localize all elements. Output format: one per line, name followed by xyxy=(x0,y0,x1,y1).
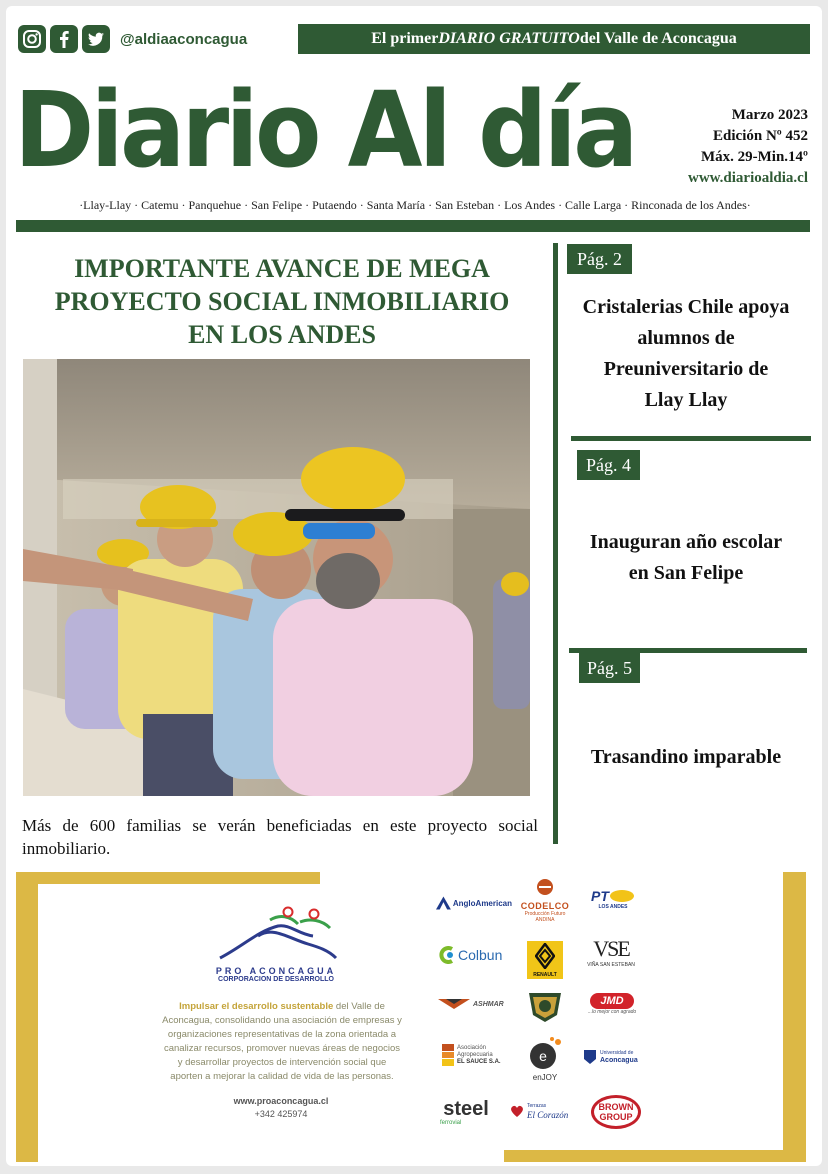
masthead-title: Diario Al día xyxy=(14,69,635,191)
el-sauce-mark-icon xyxy=(442,1044,454,1066)
side-title-line: en San Felipe xyxy=(628,562,744,584)
el-sauce-text xyxy=(457,1045,501,1066)
svg-text:e: e xyxy=(539,1048,547,1064)
website-link[interactable]: www.diarioaldia.cl xyxy=(687,170,808,186)
shield-emblem-logo xyxy=(527,989,563,1023)
side-story-inauguran[interactable] xyxy=(562,527,810,589)
renault-logo xyxy=(527,941,563,979)
towns-strip: ·Llay-Llay · Catemu · Panquehue · San Felipe · Putaendo · Santa María · San Esteban · Los Andes · Calle Larga · Rinconada de los Andes· xyxy=(79,198,751,212)
angloamerican-text: AngloAmerican xyxy=(452,898,512,908)
headline-line: PROYECTO SOCIAL INMOBILIARIO xyxy=(54,287,510,316)
steel-logo xyxy=(434,1098,498,1126)
social-links xyxy=(18,25,247,53)
codelco-logo xyxy=(518,878,572,923)
corazon-line: Terrazas xyxy=(527,1103,547,1109)
enjoy-text: enJOY xyxy=(532,1073,558,1082)
ashmar-logo xyxy=(438,999,514,1009)
tagline-banner xyxy=(298,24,810,54)
side-title-line: Inauguran año escolar xyxy=(589,531,783,553)
corazon-text xyxy=(527,1102,568,1120)
enjoy-mark-icon xyxy=(525,1036,565,1070)
twitter-icon[interactable] xyxy=(82,25,110,53)
enjoy-logo xyxy=(522,1036,568,1082)
el-sauce-line: Asociación xyxy=(457,1044,487,1051)
tagline-post: del Valle de Aconcagua xyxy=(579,30,737,47)
edition-number: Edición Nº 452 xyxy=(713,128,808,144)
university-line: Universidad de xyxy=(600,1050,634,1056)
el-sauce-line: EL SAUCE S.A. xyxy=(457,1058,501,1065)
proaconcagua-logo xyxy=(218,906,338,964)
terrazas-el-corazon-logo xyxy=(509,1102,585,1120)
side-title-line: alumnos de xyxy=(637,327,735,349)
brown-line: BROWN xyxy=(598,1102,634,1112)
colbun-logo xyxy=(438,946,508,964)
column-divider xyxy=(553,243,558,844)
brown-line: GROUP xyxy=(599,1112,633,1122)
header-divider xyxy=(16,220,810,232)
colbun-text: Colbun xyxy=(458,947,503,963)
universidad-aconcagua-logo xyxy=(583,1049,645,1065)
vina-san-esteban-logo xyxy=(576,936,646,968)
instagram-icon[interactable] xyxy=(18,25,46,53)
side-title-line: Preuniversitario de xyxy=(603,358,769,380)
edition-date: Marzo 2023 xyxy=(731,107,808,123)
ad-text-line: organizaciones representativas de la zona orientada a xyxy=(167,1029,397,1040)
heart-icon xyxy=(509,1103,525,1119)
side-title-line: Cristalerias Chile apoya xyxy=(582,296,790,318)
side-story-cristalerias[interactable] xyxy=(562,292,810,416)
jmd-subtext: ...lo mejor con agrado xyxy=(587,1009,637,1015)
social-handle[interactable]: @aldiaaconcagua xyxy=(120,30,248,48)
angloamerican-mark-icon xyxy=(436,896,451,910)
colbun-mark-icon xyxy=(438,946,456,964)
ad-text-line: y desarrollar proyectos de intervención social que xyxy=(177,1057,387,1068)
ad-frame xyxy=(16,872,806,1162)
photo-caption: Más de 600 familias se verán beneficiadas en este proyecto social inmobiliario. xyxy=(22,816,538,858)
codelco-mark-icon xyxy=(534,878,556,896)
ad-text-bold: Impulsar el desarrollo sustentable xyxy=(179,1001,334,1012)
ashmar-mark-icon xyxy=(438,999,470,1009)
side-title-line: Trasandino imparable xyxy=(590,746,782,768)
renault-diamond-icon xyxy=(535,943,555,969)
pt-swoosh-icon xyxy=(609,889,635,903)
headline-line: EN LOS ANDES xyxy=(188,320,376,349)
ad-text-line: del Valle de xyxy=(333,1001,385,1012)
newspaper-page xyxy=(6,6,822,1166)
construction-visit-photo xyxy=(23,359,530,796)
weather: Máx. 29-Min.14º xyxy=(700,149,808,165)
edition-info xyxy=(688,105,808,189)
steel-text: steel xyxy=(443,1098,489,1120)
university-line: Aconcagua xyxy=(600,1057,638,1064)
ad-text-line: aporten a mejorar la calidad de vida de las personas. xyxy=(170,1071,394,1082)
facebook-icon[interactable] xyxy=(50,25,78,53)
org-subtitle: CORPORACION DE DESARROLLO xyxy=(218,976,334,983)
side-title-line: Llay Llay xyxy=(644,389,728,411)
pt-subtext: LOS ANDES xyxy=(598,904,628,910)
main-photo xyxy=(23,359,530,796)
el-sauce-logo xyxy=(442,1044,514,1066)
codelco-subtext: Producción Futuro ANDINA xyxy=(524,911,566,923)
ad-text-line: canalizar recursos, promover nuevas áreas de negocios xyxy=(163,1043,401,1054)
pt-text: PT xyxy=(591,888,609,904)
page-tag-4[interactable]: Pág. 4 xyxy=(577,450,640,480)
ad-text-line: Aconcagua, consolidando una asociación de empresas y xyxy=(162,1015,402,1026)
jmd-text: JMD xyxy=(590,993,633,1009)
brown-group-logo xyxy=(591,1095,641,1129)
ad-website[interactable]: www.proaconcagua.cl xyxy=(233,1096,329,1106)
tagline-pre: El primer xyxy=(371,30,439,47)
university-text xyxy=(600,1049,638,1065)
vse-subtext: VIÑA SAN ESTEBAN xyxy=(587,962,635,968)
angloamerican-logo xyxy=(436,896,512,910)
el-sauce-line: Agropecuaria xyxy=(457,1051,493,1058)
jmd-logo xyxy=(584,991,640,1015)
pt-losandes-logo xyxy=(582,888,644,910)
renault-text: RENAULT xyxy=(533,972,557,978)
side-story-trasandino[interactable] xyxy=(562,742,810,773)
tagline-emphasis: DIARIO GRATUITO xyxy=(438,30,580,47)
ashmar-text: ASHMAR xyxy=(473,1000,504,1008)
vse-text: VSE xyxy=(593,936,629,961)
corazon-line: El Corazón xyxy=(527,1110,569,1120)
main-headline[interactable] xyxy=(22,252,542,351)
ad-phone: +342 425974 xyxy=(254,1109,308,1119)
headline-line: IMPORTANTE AVANCE DE MEGA xyxy=(74,254,490,283)
codelco-text: CODELCO xyxy=(520,901,570,911)
ad-description xyxy=(156,1000,408,1084)
page-tag-5[interactable]: Pág. 5 xyxy=(579,653,640,683)
page-tag-2[interactable]: Pág. 2 xyxy=(567,244,632,274)
org-name: PRO ACONCAGUA xyxy=(215,966,337,976)
university-shield-icon xyxy=(583,1049,597,1065)
steel-subtext: ferrovial xyxy=(440,1120,462,1126)
side-divider xyxy=(571,436,811,441)
